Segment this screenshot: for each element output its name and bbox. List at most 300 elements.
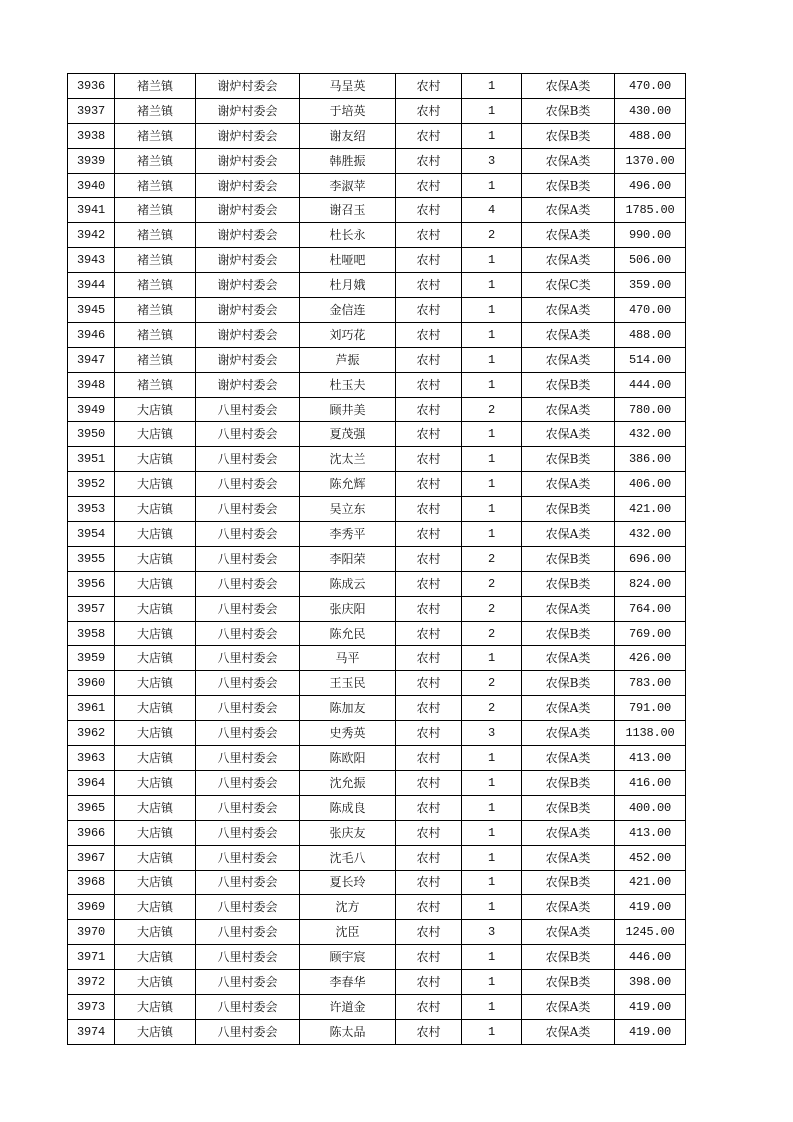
cell-area-type: 农村 (396, 845, 462, 870)
table-row (68, 970, 686, 995)
cell-village-committee: 八里村委会 (196, 721, 300, 746)
table-row (68, 347, 686, 372)
cell-serial-number: 3957 (68, 596, 115, 621)
cell-area-type: 农村 (396, 447, 462, 472)
cell-village-committee: 八里村委会 (196, 671, 300, 696)
cell-household-count: 1 (462, 646, 522, 671)
cell-town: 大店镇 (115, 870, 196, 895)
table-row (68, 522, 686, 547)
cell-amount: 419.00 (615, 1019, 686, 1044)
cell-insurance-category: 农保B类 (522, 621, 615, 646)
cell-amount: 791.00 (615, 696, 686, 721)
cell-town: 大店镇 (115, 970, 196, 995)
table-row (68, 820, 686, 845)
cell-amount: 990.00 (615, 223, 686, 248)
cell-person-name: 李秀平 (300, 522, 396, 547)
cell-amount: 444.00 (615, 372, 686, 397)
cell-town: 大店镇 (115, 472, 196, 497)
cell-insurance-category: 农保A类 (522, 820, 615, 845)
cell-household-count: 2 (462, 671, 522, 696)
cell-household-count: 1 (462, 795, 522, 820)
cell-household-count: 1 (462, 322, 522, 347)
cell-town: 大店镇 (115, 770, 196, 795)
cell-amount: 432.00 (615, 422, 686, 447)
cell-area-type: 农村 (396, 273, 462, 298)
cell-town: 大店镇 (115, 920, 196, 945)
cell-area-type: 农村 (396, 472, 462, 497)
cell-serial-number: 3947 (68, 347, 115, 372)
cell-village-committee: 八里村委会 (196, 447, 300, 472)
table-row (68, 98, 686, 123)
table-row (68, 671, 686, 696)
cell-insurance-category: 农保B类 (522, 123, 615, 148)
cell-town: 大店镇 (115, 621, 196, 646)
cell-amount: 413.00 (615, 820, 686, 845)
table-row (68, 322, 686, 347)
cell-serial-number: 3941 (68, 198, 115, 223)
cell-village-committee: 谢炉村委会 (196, 322, 300, 347)
cell-amount: 496.00 (615, 173, 686, 198)
cell-town: 大店镇 (115, 721, 196, 746)
cell-village-committee: 谢炉村委会 (196, 347, 300, 372)
cell-household-count: 1 (462, 447, 522, 472)
cell-household-count: 1 (462, 945, 522, 970)
cell-person-name: 张庆友 (300, 820, 396, 845)
cell-amount: 430.00 (615, 98, 686, 123)
cell-area-type: 农村 (396, 721, 462, 746)
cell-serial-number: 3973 (68, 994, 115, 1019)
cell-area-type: 农村 (396, 621, 462, 646)
cell-amount: 764.00 (615, 596, 686, 621)
cell-village-committee: 八里村委会 (196, 970, 300, 995)
cell-insurance-category: 农保A类 (522, 1019, 615, 1044)
cell-person-name: 杜长永 (300, 223, 396, 248)
cell-amount: 398.00 (615, 970, 686, 995)
cell-area-type: 农村 (396, 945, 462, 970)
cell-amount: 406.00 (615, 472, 686, 497)
cell-serial-number: 3937 (68, 98, 115, 123)
cell-amount: 1138.00 (615, 721, 686, 746)
cell-town: 大店镇 (115, 646, 196, 671)
cell-insurance-category: 农保A类 (522, 845, 615, 870)
cell-town: 大店镇 (115, 447, 196, 472)
cell-village-committee: 谢炉村委会 (196, 98, 300, 123)
cell-serial-number: 3953 (68, 497, 115, 522)
cell-person-name: 芦振 (300, 347, 396, 372)
cell-serial-number: 3964 (68, 770, 115, 795)
cell-area-type: 农村 (396, 298, 462, 323)
cell-town: 大店镇 (115, 397, 196, 422)
table-row (68, 994, 686, 1019)
cell-insurance-category: 农保A类 (522, 895, 615, 920)
cell-household-count: 1 (462, 522, 522, 547)
cell-person-name: 王玉民 (300, 671, 396, 696)
table-body (68, 74, 686, 1045)
cell-amount: 413.00 (615, 746, 686, 771)
cell-village-committee: 八里村委会 (196, 795, 300, 820)
cell-village-committee: 八里村委会 (196, 397, 300, 422)
table-row (68, 895, 686, 920)
cell-household-count: 2 (462, 596, 522, 621)
cell-area-type: 农村 (396, 347, 462, 372)
cell-amount: 769.00 (615, 621, 686, 646)
cell-insurance-category: 农保B类 (522, 870, 615, 895)
cell-person-name: 马平 (300, 646, 396, 671)
cell-town: 大店镇 (115, 497, 196, 522)
cell-serial-number: 3936 (68, 74, 115, 99)
cell-area-type: 农村 (396, 198, 462, 223)
cell-insurance-category: 农保B类 (522, 447, 615, 472)
table-row (68, 770, 686, 795)
cell-amount: 470.00 (615, 298, 686, 323)
cell-serial-number: 3938 (68, 123, 115, 148)
cell-town: 褚兰镇 (115, 372, 196, 397)
cell-person-name: 李阳荣 (300, 546, 396, 571)
cell-area-type: 农村 (396, 173, 462, 198)
cell-person-name: 韩胜振 (300, 148, 396, 173)
cell-person-name: 沈太兰 (300, 447, 396, 472)
cell-person-name: 金信连 (300, 298, 396, 323)
cell-town: 大店镇 (115, 596, 196, 621)
cell-serial-number: 3944 (68, 273, 115, 298)
cell-household-count: 3 (462, 148, 522, 173)
cell-insurance-category: 农保A类 (522, 994, 615, 1019)
cell-village-committee: 八里村委会 (196, 820, 300, 845)
cell-town: 褚兰镇 (115, 98, 196, 123)
table-row (68, 422, 686, 447)
cell-person-name: 陈允辉 (300, 472, 396, 497)
cell-person-name: 夏长玲 (300, 870, 396, 895)
cell-area-type: 农村 (396, 546, 462, 571)
cell-insurance-category: 农保B类 (522, 671, 615, 696)
cell-area-type: 农村 (396, 820, 462, 845)
cell-household-count: 2 (462, 223, 522, 248)
cell-person-name: 杜玉夫 (300, 372, 396, 397)
cell-person-name: 陈成云 (300, 571, 396, 596)
cell-serial-number: 3952 (68, 472, 115, 497)
cell-insurance-category: 农保A类 (522, 74, 615, 99)
cell-amount: 780.00 (615, 397, 686, 422)
cell-household-count: 1 (462, 248, 522, 273)
cell-insurance-category: 农保A类 (522, 248, 615, 273)
cell-area-type: 农村 (396, 74, 462, 99)
cell-household-count: 1 (462, 1019, 522, 1044)
cell-household-count: 1 (462, 870, 522, 895)
cell-amount: 426.00 (615, 646, 686, 671)
cell-person-name: 沈允振 (300, 770, 396, 795)
cell-household-count: 2 (462, 621, 522, 646)
cell-household-count: 1 (462, 472, 522, 497)
cell-area-type: 农村 (396, 895, 462, 920)
table-row (68, 497, 686, 522)
cell-village-committee: 谢炉村委会 (196, 173, 300, 198)
cell-amount: 386.00 (615, 447, 686, 472)
cell-serial-number: 3940 (68, 173, 115, 198)
cell-insurance-category: 农保A类 (522, 646, 615, 671)
cell-insurance-category: 农保A类 (522, 322, 615, 347)
cell-household-count: 1 (462, 273, 522, 298)
cell-village-committee: 八里村委会 (196, 696, 300, 721)
cell-household-count: 1 (462, 123, 522, 148)
cell-serial-number: 3966 (68, 820, 115, 845)
cell-insurance-category: 农保A类 (522, 397, 615, 422)
cell-town: 大店镇 (115, 546, 196, 571)
cell-household-count: 1 (462, 820, 522, 845)
cell-area-type: 农村 (396, 994, 462, 1019)
cell-area-type: 农村 (396, 696, 462, 721)
cell-village-committee: 谢炉村委会 (196, 223, 300, 248)
cell-amount: 488.00 (615, 123, 686, 148)
cell-household-count: 3 (462, 920, 522, 945)
cell-amount: 696.00 (615, 546, 686, 571)
cell-serial-number: 3969 (68, 895, 115, 920)
cell-insurance-category: 农保A类 (522, 347, 615, 372)
cell-person-name: 张庆阳 (300, 596, 396, 621)
cell-village-committee: 谢炉村委会 (196, 298, 300, 323)
cell-serial-number: 3962 (68, 721, 115, 746)
cell-amount: 783.00 (615, 671, 686, 696)
cell-insurance-category: 农保A类 (522, 298, 615, 323)
table-row (68, 223, 686, 248)
cell-serial-number: 3948 (68, 372, 115, 397)
cell-person-name: 陈太品 (300, 1019, 396, 1044)
cell-area-type: 农村 (396, 98, 462, 123)
table-row (68, 123, 686, 148)
table-row (68, 1019, 686, 1044)
cell-household-count: 1 (462, 970, 522, 995)
cell-area-type: 农村 (396, 970, 462, 995)
cell-insurance-category: 农保B类 (522, 770, 615, 795)
cell-serial-number: 3970 (68, 920, 115, 945)
cell-amount: 419.00 (615, 994, 686, 1019)
table-row (68, 621, 686, 646)
cell-village-committee: 谢炉村委会 (196, 273, 300, 298)
cell-village-committee: 谢炉村委会 (196, 148, 300, 173)
table-row (68, 795, 686, 820)
cell-village-committee: 八里村委会 (196, 746, 300, 771)
cell-town: 褚兰镇 (115, 248, 196, 273)
cell-amount: 470.00 (615, 74, 686, 99)
cell-area-type: 农村 (396, 322, 462, 347)
cell-area-type: 农村 (396, 646, 462, 671)
table-row (68, 596, 686, 621)
cell-household-count: 1 (462, 497, 522, 522)
cell-area-type: 农村 (396, 1019, 462, 1044)
cell-amount: 421.00 (615, 870, 686, 895)
cell-household-count: 2 (462, 397, 522, 422)
cell-area-type: 农村 (396, 497, 462, 522)
cell-serial-number: 3974 (68, 1019, 115, 1044)
cell-person-name: 沈臣 (300, 920, 396, 945)
cell-area-type: 农村 (396, 770, 462, 795)
cell-amount: 514.00 (615, 347, 686, 372)
cell-village-committee: 谢炉村委会 (196, 74, 300, 99)
cell-insurance-category: 农保B类 (522, 497, 615, 522)
cell-insurance-category: 农保A类 (522, 422, 615, 447)
cell-household-count: 3 (462, 721, 522, 746)
cell-insurance-category: 农保B类 (522, 546, 615, 571)
cell-person-name: 杜月娥 (300, 273, 396, 298)
table-row (68, 870, 686, 895)
cell-area-type: 农村 (396, 372, 462, 397)
cell-area-type: 农村 (396, 571, 462, 596)
cell-town: 大店镇 (115, 422, 196, 447)
cell-area-type: 农村 (396, 671, 462, 696)
cell-serial-number: 3955 (68, 546, 115, 571)
cell-serial-number: 3939 (68, 148, 115, 173)
cell-insurance-category: 农保B类 (522, 173, 615, 198)
cell-town: 大店镇 (115, 746, 196, 771)
cell-serial-number: 3942 (68, 223, 115, 248)
cell-village-committee: 八里村委会 (196, 472, 300, 497)
cell-household-count: 1 (462, 770, 522, 795)
cell-town: 褚兰镇 (115, 273, 196, 298)
cell-serial-number: 3958 (68, 621, 115, 646)
cell-town: 大店镇 (115, 845, 196, 870)
cell-town: 褚兰镇 (115, 322, 196, 347)
cell-amount: 1370.00 (615, 148, 686, 173)
cell-amount: 452.00 (615, 845, 686, 870)
cell-village-committee: 谢炉村委会 (196, 372, 300, 397)
cell-insurance-category: 农保A类 (522, 920, 615, 945)
cell-serial-number: 3945 (68, 298, 115, 323)
cell-town: 大店镇 (115, 1019, 196, 1044)
cell-serial-number: 3965 (68, 795, 115, 820)
cell-person-name: 陈成良 (300, 795, 396, 820)
cell-insurance-category: 农保A类 (522, 696, 615, 721)
table-row (68, 746, 686, 771)
cell-village-committee: 八里村委会 (196, 546, 300, 571)
table-row (68, 920, 686, 945)
cell-serial-number: 3943 (68, 248, 115, 273)
cell-person-name: 吴立东 (300, 497, 396, 522)
cell-insurance-category: 农保C类 (522, 273, 615, 298)
cell-town: 褚兰镇 (115, 173, 196, 198)
cell-amount: 446.00 (615, 945, 686, 970)
cell-person-name: 陈加友 (300, 696, 396, 721)
cell-amount: 400.00 (615, 795, 686, 820)
table-row (68, 198, 686, 223)
cell-amount: 1245.00 (615, 920, 686, 945)
cell-serial-number: 3956 (68, 571, 115, 596)
cell-insurance-category: 农保B类 (522, 945, 615, 970)
cell-household-count: 2 (462, 546, 522, 571)
table-row (68, 945, 686, 970)
cell-town: 褚兰镇 (115, 148, 196, 173)
table-row (68, 74, 686, 99)
cell-person-name: 刘巧花 (300, 322, 396, 347)
cell-serial-number: 3961 (68, 696, 115, 721)
cell-household-count: 1 (462, 98, 522, 123)
cell-amount: 416.00 (615, 770, 686, 795)
cell-household-count: 4 (462, 198, 522, 223)
table-row (68, 298, 686, 323)
cell-village-committee: 八里村委会 (196, 920, 300, 945)
cell-area-type: 农村 (396, 397, 462, 422)
cell-insurance-category: 农保A类 (522, 522, 615, 547)
table-row (68, 472, 686, 497)
cell-town: 大店镇 (115, 994, 196, 1019)
cell-serial-number: 3963 (68, 746, 115, 771)
cell-village-committee: 八里村委会 (196, 994, 300, 1019)
table-row (68, 696, 686, 721)
cell-area-type: 农村 (396, 148, 462, 173)
cell-village-committee: 谢炉村委会 (196, 123, 300, 148)
table-row (68, 173, 686, 198)
cell-household-count: 1 (462, 746, 522, 771)
cell-amount: 824.00 (615, 571, 686, 596)
cell-village-committee: 八里村委会 (196, 621, 300, 646)
table-row (68, 148, 686, 173)
cell-village-committee: 八里村委会 (196, 522, 300, 547)
table-row (68, 546, 686, 571)
cell-person-name: 陈欧阳 (300, 746, 396, 771)
cell-serial-number: 3959 (68, 646, 115, 671)
cell-person-name: 马呈英 (300, 74, 396, 99)
cell-town: 大店镇 (115, 696, 196, 721)
cell-area-type: 农村 (396, 746, 462, 771)
cell-insurance-category: 农保A类 (522, 148, 615, 173)
cell-town: 大店镇 (115, 795, 196, 820)
cell-amount: 432.00 (615, 522, 686, 547)
cell-insurance-category: 农保B类 (522, 372, 615, 397)
cell-village-committee: 谢炉村委会 (196, 198, 300, 223)
cell-amount: 506.00 (615, 248, 686, 273)
cell-serial-number: 3968 (68, 870, 115, 895)
table-row (68, 721, 686, 746)
cell-person-name: 顾宇宸 (300, 945, 396, 970)
cell-amount: 1785.00 (615, 198, 686, 223)
cell-town: 褚兰镇 (115, 223, 196, 248)
cell-person-name: 陈允民 (300, 621, 396, 646)
cell-person-name: 李淑苹 (300, 173, 396, 198)
cell-person-name: 史秀英 (300, 721, 396, 746)
cell-household-count: 1 (462, 298, 522, 323)
cell-serial-number: 3971 (68, 945, 115, 970)
cell-person-name: 李春华 (300, 970, 396, 995)
cell-serial-number: 3950 (68, 422, 115, 447)
cell-household-count: 1 (462, 895, 522, 920)
beneficiary-table (67, 73, 686, 1045)
table-row (68, 273, 686, 298)
cell-town: 大店镇 (115, 522, 196, 547)
cell-serial-number: 3967 (68, 845, 115, 870)
cell-household-count: 1 (462, 422, 522, 447)
cell-person-name: 沈毛八 (300, 845, 396, 870)
cell-person-name: 夏茂强 (300, 422, 396, 447)
cell-village-committee: 八里村委会 (196, 845, 300, 870)
cell-serial-number: 3954 (68, 522, 115, 547)
cell-household-count: 1 (462, 74, 522, 99)
cell-town: 褚兰镇 (115, 347, 196, 372)
cell-area-type: 农村 (396, 870, 462, 895)
table-row (68, 845, 686, 870)
cell-town: 大店镇 (115, 945, 196, 970)
cell-village-committee: 八里村委会 (196, 422, 300, 447)
cell-amount: 421.00 (615, 497, 686, 522)
cell-town: 大店镇 (115, 895, 196, 920)
cell-town: 褚兰镇 (115, 74, 196, 99)
table-row (68, 447, 686, 472)
cell-household-count: 1 (462, 347, 522, 372)
cell-insurance-category: 农保B类 (522, 970, 615, 995)
cell-insurance-category: 农保A类 (522, 746, 615, 771)
cell-town: 褚兰镇 (115, 198, 196, 223)
cell-household-count: 1 (462, 173, 522, 198)
cell-household-count: 1 (462, 372, 522, 397)
cell-village-committee: 八里村委会 (196, 646, 300, 671)
cell-amount: 359.00 (615, 273, 686, 298)
